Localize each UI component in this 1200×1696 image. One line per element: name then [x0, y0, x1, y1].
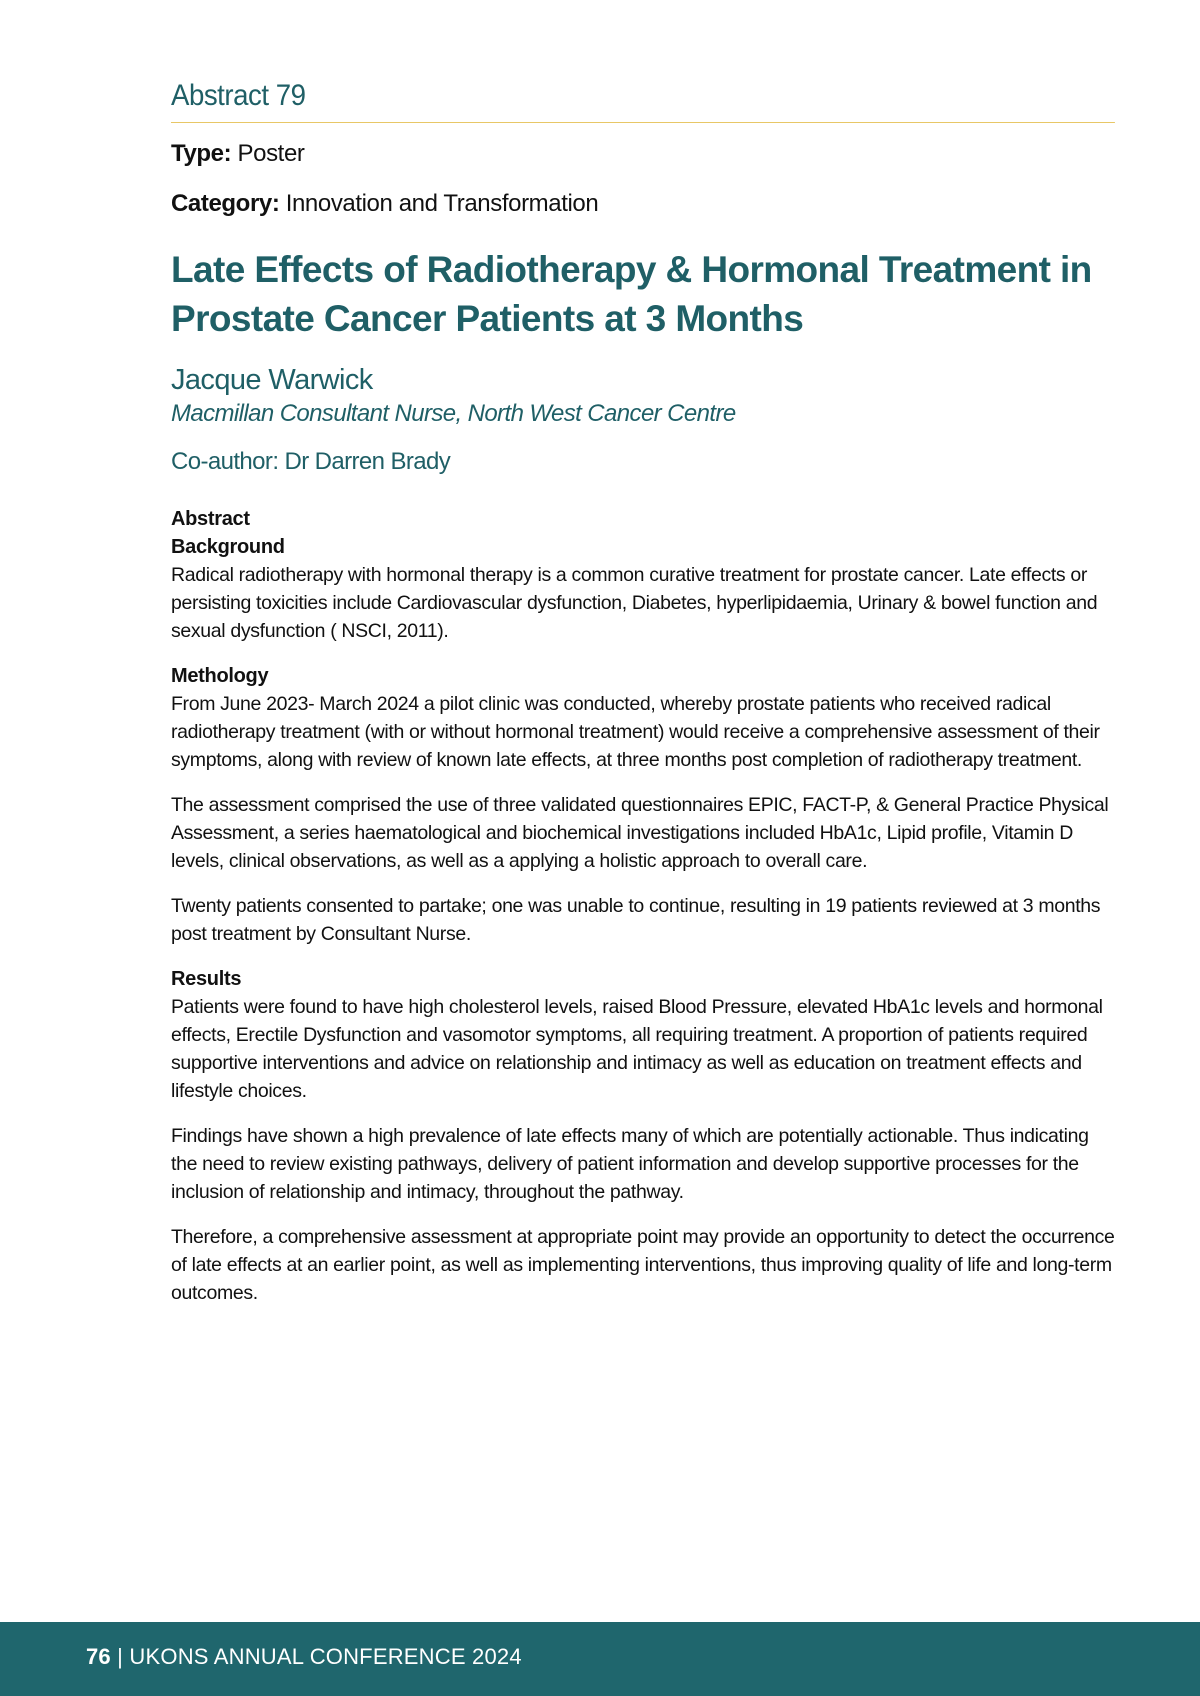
coauthor: Co-author: Dr Darren Brady [171, 448, 451, 475]
results-paragraph-2: Findings have shown a high prevalence of late effects many of which are potentially actionable. Thus indicating the need to review existing pathways, delivery of patient information and develop supportive processes for the inclusion of relationship and intimacy, throughout the pathway. [171, 1125, 1089, 1203]
footer-page-number: 76 [86, 1644, 111, 1669]
category-value: Innovation and Transformation [285, 190, 599, 217]
category-label: Category: [171, 190, 280, 217]
abstract-number: Abstract 79 [171, 76, 1115, 123]
author-name: Jacque Warwick [171, 364, 373, 396]
author-affiliation: Macmillan Consultant Nurse, North West Cancer Centre [171, 400, 736, 427]
footer-separator: | [110, 1644, 130, 1669]
footer-conference: UKONS ANNUAL CONFERENCE 2024 [129, 1644, 522, 1669]
background-heading: Background [171, 536, 285, 558]
methology-paragraph-2: The assessment comprised the use of three validated questionnaires EPIC, FACT-P, & General Practice Physical Assessment, a series haematological and biochemical investigations included HbA1c, Lipid profile, Vitamin D levels, clinical observations, as well as a applying a holistic approach to overall care. [171, 794, 1109, 872]
type-label: Type: [171, 140, 232, 167]
page-footer [0, 1622, 1200, 1696]
results-paragraph-1: Patients were found to have high cholesterol levels, raised Blood Pressure, elevated HbA1c levels and hormonal effects, Erectile Dysfunction and vasomotor symptoms, all requiring treatment. A proportion of patients required supportive interventions and advice on relationship and intimacy as well as education on treatment effects and lifestyle choices. [171, 996, 1103, 1102]
background-paragraph: Radical radiotherapy with hormonal therapy is a common curative treatment for prostate cancer. Late effects or persisting toxicities include Cardiovascular dysfunction, Diabetes, hyperlipidaemia, Urinary & bowel function and sexual dysfunction ( NSCI, 2011). [171, 564, 1098, 642]
type-value: Poster [237, 140, 305, 167]
type-line [171, 139, 1115, 169]
results-heading: Results [171, 968, 242, 990]
methology-paragraph-1: From June 2023- March 2024 a pilot clinic was conducted, whereby prostate patients who received radical radiotherapy treatment (with or without hormonal treatment) would receive a comprehensive assessment of their symptoms, along with review of known late effects, at three months post completion of radiotherapy treatment. [171, 693, 1100, 771]
footer-text [86, 1642, 522, 1672]
abstract-page [171, 76, 1115, 1307]
results-paragraph-3: Therefore, a comprehensive assessment at appropriate point may provide an opportunity to detect the occurrence of late effects at an earlier point, as well as implementing interventions, thus improving quality of life and long-term outcomes. [171, 1226, 1115, 1304]
abstract-title: Late Effects of Radiotherapy & Hormonal Treatment in Prostate Cancer Patients at 3 Months [171, 249, 1092, 339]
abstract-heading: Abstract [171, 508, 250, 530]
methology-paragraph-3: Twenty patients consented to partake; one was unable to continue, resulting in 19 patients reviewed at 3 months post treatment by Consultant Nurse. [171, 895, 1101, 945]
methology-heading: Methology [171, 665, 269, 687]
category-line [171, 189, 1115, 219]
